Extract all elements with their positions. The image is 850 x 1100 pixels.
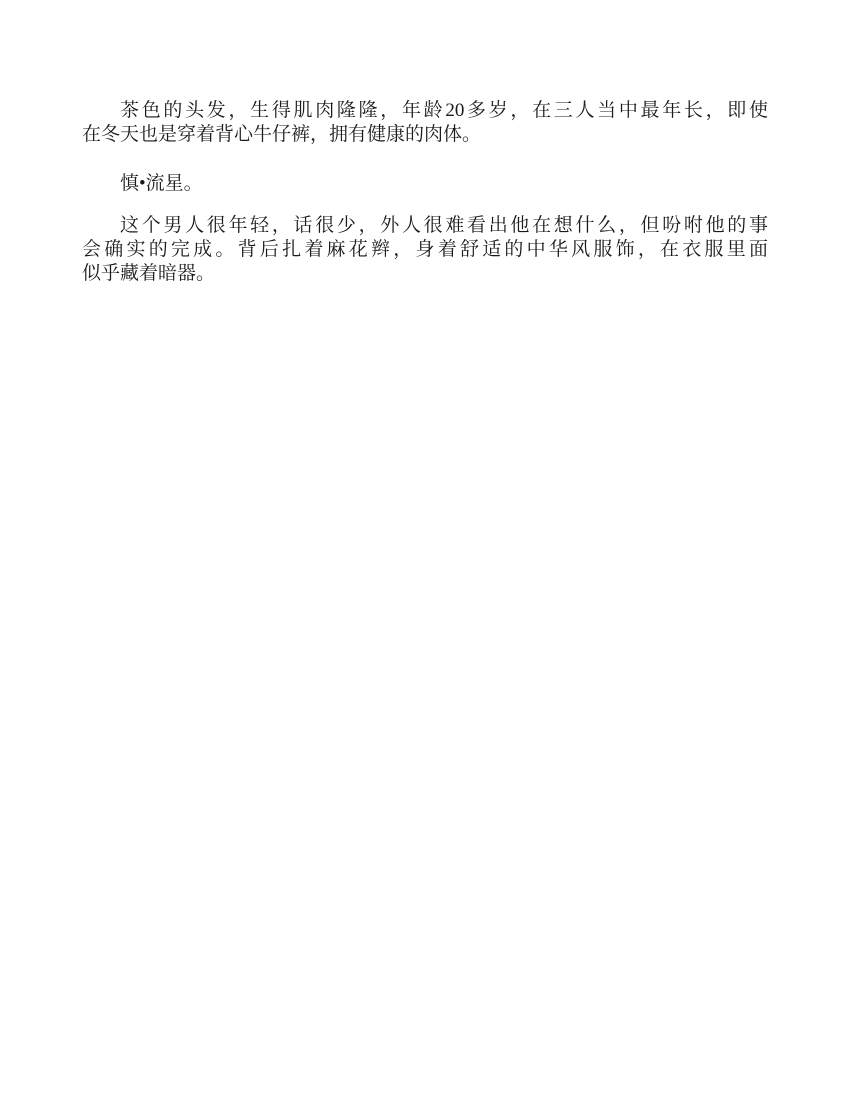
paragraph-character-2 [82, 214, 768, 286]
text-line: 会确实的完成。背后扎着麻花辫，身着舒适的中华风服饰，在衣服里面 [82, 239, 768, 260]
text-line: 茶色的头发，生得肌肉隆隆，年龄20多岁，在三人当中最年长，即使 [120, 100, 768, 121]
document-page [0, 0, 850, 286]
text-line: 这个男人很年轻，话很少，外人很难看出他在想什么，但吩咐他的事 [120, 215, 768, 236]
text-line: 慎•流星。 [120, 173, 203, 194]
paragraph-character-1 [82, 99, 768, 147]
paragraph-character-name [82, 172, 768, 196]
text-line: 在冬天也是穿着背心牛仔裤，拥有健康的肉体。 [82, 124, 482, 145]
text-line: 似乎藏着暗器。 [82, 263, 216, 284]
